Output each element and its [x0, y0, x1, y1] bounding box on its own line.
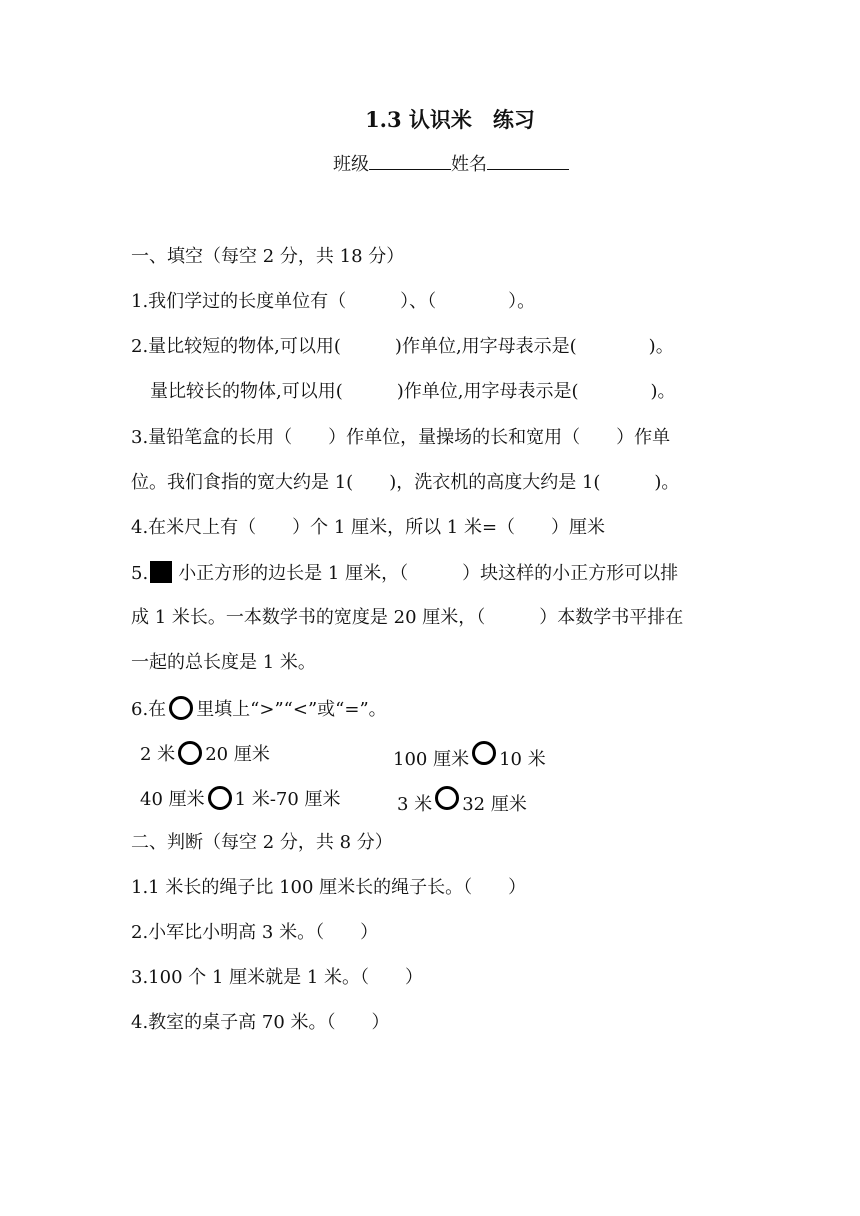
compare-3-right: 1 米-70 厘米 — [234, 789, 341, 810]
question-1-2a: 2.量比较短的物体,可以用( )作单位,用字母表示是( )。 — [131, 336, 674, 357]
compare-item-1 — [140, 741, 270, 767]
compare-item-2 — [393, 741, 546, 772]
question-1-5a-text: 小正方形的边长是 1 厘米，（ ）块这样的小正方形可以排 — [178, 563, 679, 584]
compare-item-4 — [397, 786, 527, 817]
compare-1-left: 2 米 — [140, 744, 176, 765]
compare-4-left: 3 米 — [397, 794, 433, 815]
compare-1-right: 20 厘米 — [205, 744, 270, 765]
class-label: 班级 — [333, 154, 369, 175]
judge-question-2: 2.小军比小明高 3 米。（ ） — [131, 922, 379, 943]
question-1-1: 1.我们学过的长度单位有（ ）、（ ）。 — [131, 291, 536, 312]
name-blank[interactable] — [487, 151, 569, 170]
compare-2-left: 100 厘米 — [393, 749, 470, 770]
compare-4-right: 32 厘米 — [462, 794, 527, 815]
judge-question-3: 3.100 个 1 厘米就是 1 米。（ ） — [131, 967, 424, 988]
section1-heading: 一、填空（每空 2 分，共 18 分） — [131, 246, 405, 267]
compare-3-left: 40 厘米 — [140, 789, 205, 810]
compare-3-circle-icon[interactable] — [208, 786, 232, 810]
class-blank[interactable] — [369, 151, 451, 170]
question-1-5b: 成 1 米长。一本数学书的宽度是 20 厘米，（ ）本数学书平排在 — [131, 607, 684, 628]
black-square-icon — [150, 561, 172, 583]
page-title: 1.3 认识米 练习 — [365, 107, 535, 132]
compare-2-circle-icon[interactable] — [472, 741, 496, 765]
compare-item-3 — [140, 786, 341, 812]
question-1-5a — [131, 561, 678, 586]
section2-heading: 二、判断（每空 2 分，共 8 分） — [131, 832, 393, 853]
question-1-6-before: 6.在 — [131, 699, 167, 720]
student-info-line — [333, 151, 569, 177]
judge-question-4: 4.教室的桌子高 70 米。（ ） — [131, 1012, 390, 1033]
question-1-4: 4.在米尺上有（ ）个 1 厘米，所以 1 米=（ ）厘米 — [131, 517, 606, 538]
question-1-5c: 一起的总长度是 1 米。 — [131, 652, 316, 673]
question-1-2b: 量比较长的物体,可以用( )作单位,用字母表示是( )。 — [150, 381, 676, 402]
compare-2-right: 10 米 — [499, 749, 546, 770]
question-1-3a: 3.量铅笔盒的长用（ ）作单位，量操场的长和宽用（ ）作单 — [131, 427, 671, 448]
question-1-6-after: 里填上“>”“<”或“=”。 — [196, 699, 387, 720]
circle-icon — [169, 696, 193, 720]
question-1-6 — [131, 696, 387, 722]
compare-1-circle-icon[interactable] — [178, 741, 202, 765]
question-1-5-number: 5. — [131, 563, 149, 584]
name-label: 姓名 — [451, 154, 487, 175]
question-1-3b: 位。我们食指的宽大约是 1( )，洗衣机的高度大约是 1( )。 — [131, 472, 680, 493]
compare-4-circle-icon[interactable] — [435, 786, 459, 810]
judge-question-1: 1.1 米长的绳子比 100 厘米长的绳子长。（ ） — [131, 877, 527, 898]
